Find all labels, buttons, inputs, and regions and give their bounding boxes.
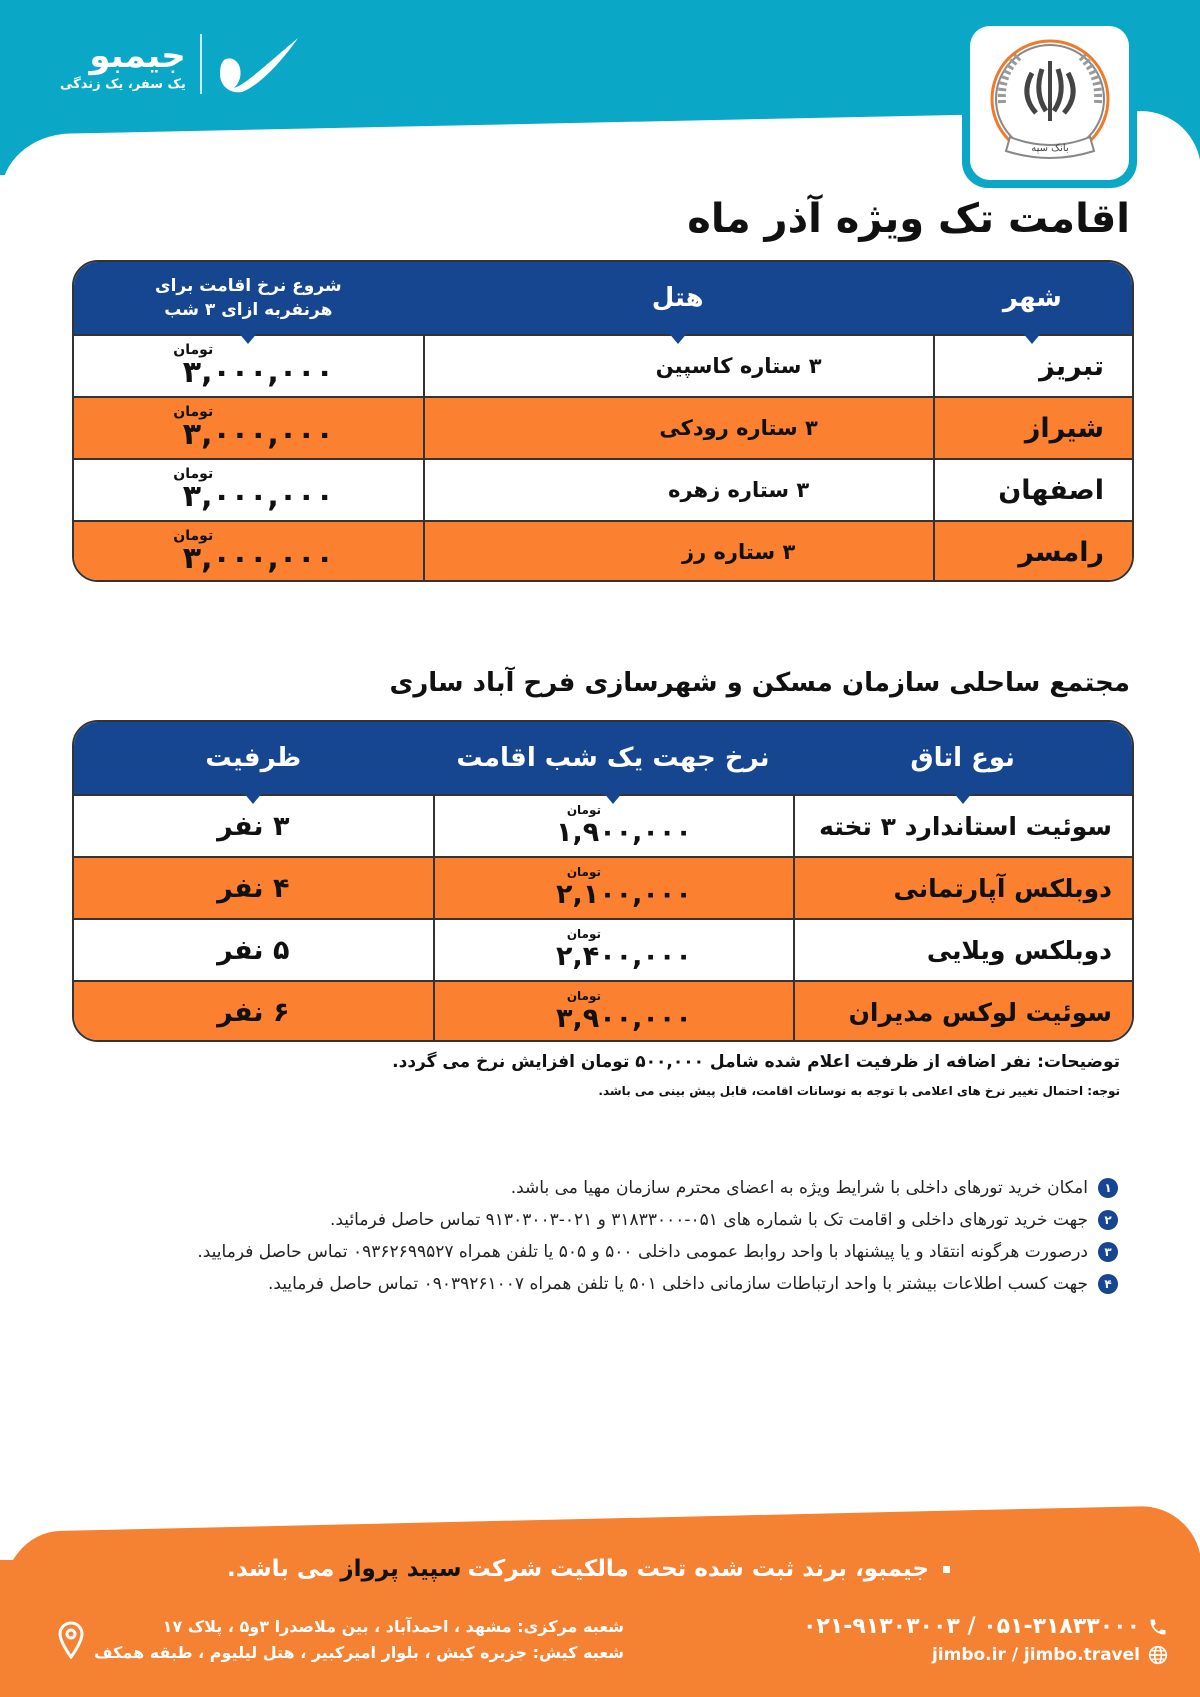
table-header bbox=[74, 262, 1132, 334]
hotel-cell: ۳ ستاره زهره bbox=[423, 460, 933, 520]
phone-numbers[interactable]: ۰۲۱-۹۱۳۰۳۰۰۳ / ۰۵۱-۳۱۸۳۳۰۰۰ bbox=[802, 1614, 1140, 1639]
room-cell: سوئیت لوکس مدیران bbox=[793, 982, 1132, 1042]
header-capacity-label: ظرفیت bbox=[205, 743, 302, 773]
price-cell bbox=[433, 858, 794, 918]
room-rates-table bbox=[72, 720, 1134, 1042]
price-unit: تومان bbox=[566, 865, 602, 879]
header-city bbox=[933, 262, 1132, 334]
globe-icon bbox=[1148, 1645, 1168, 1665]
brand-logo[interactable] bbox=[60, 34, 306, 94]
header-hotel-label: هتل bbox=[651, 283, 704, 313]
list-item-text: جهت خرید تورهای داخلی و اقامت تک با شماره های ۰۵۱-۳۱۸۳۳۰۰۰ و ۰۲۱-۹۱۳۰۳۰۰۳ تماس حاصل فرمائید. bbox=[329, 1210, 1088, 1230]
capacity-cell: ۶ نفر bbox=[217, 996, 290, 1028]
table-row bbox=[74, 856, 1132, 918]
jimbo-check-icon bbox=[216, 34, 306, 94]
price-unit: تومان bbox=[173, 528, 214, 544]
list-item bbox=[68, 1172, 1118, 1204]
price-unit: تومان bbox=[173, 466, 214, 482]
location-pin-icon bbox=[58, 1621, 84, 1659]
price-unit: تومان bbox=[566, 989, 602, 1003]
city-cell: اصفهان bbox=[933, 460, 1132, 520]
header-city-label: شهر bbox=[1002, 283, 1062, 313]
bank-logo-caption: بانک سپه bbox=[1030, 143, 1069, 154]
table-header bbox=[74, 722, 1132, 794]
price-cell bbox=[433, 920, 794, 980]
price-unit: تومان bbox=[173, 404, 214, 420]
table-row bbox=[74, 980, 1132, 1042]
price-value: ۳,۰۰۰,۰۰۰ bbox=[182, 355, 334, 390]
table-row bbox=[74, 334, 1132, 396]
address-kish: شعبه کیش: جزیره کیش ، بلوار امیرکبیر ، هتل لیلیوم ، طبقه همکف bbox=[94, 1643, 624, 1662]
price-value: ۳,۰۰۰,۰۰۰ bbox=[182, 479, 334, 514]
price-cell bbox=[74, 336, 423, 396]
brand-name: جیمبو bbox=[89, 35, 186, 76]
price-value: ۱,۹۰۰,۰۰۰ bbox=[555, 817, 692, 848]
bank-logo-inner bbox=[970, 26, 1129, 180]
info-list bbox=[68, 1172, 1118, 1300]
ownership-prefix: جیمبو، برند ثبت شده تحت مالکیت شرکت bbox=[467, 1556, 929, 1582]
phone-icon bbox=[1148, 1617, 1168, 1637]
city-cell: شیراز bbox=[933, 398, 1132, 458]
capacity-cell: ۴ نفر bbox=[217, 872, 290, 904]
price-cell bbox=[74, 522, 423, 582]
hotel-rates-table bbox=[72, 260, 1134, 582]
page-title: اقامت تک ویژه آذر ماه bbox=[687, 196, 1130, 242]
header-hotel bbox=[423, 262, 933, 334]
header-pointer bbox=[953, 792, 973, 804]
price-cell bbox=[433, 796, 794, 856]
footer-address bbox=[58, 1614, 624, 1666]
header-pointer bbox=[668, 332, 688, 344]
bullet-number-icon: ۴ bbox=[1098, 1274, 1118, 1294]
table-row bbox=[74, 458, 1132, 520]
table-row bbox=[74, 396, 1132, 458]
ownership-statement bbox=[227, 1556, 950, 1582]
city-cell: رامسر bbox=[933, 522, 1132, 582]
brand-tagline: یک سفر، یک زندگی bbox=[60, 76, 186, 92]
brand-divider bbox=[200, 34, 202, 94]
bank-sepah-logo bbox=[962, 18, 1137, 188]
address-lines bbox=[94, 1614, 624, 1666]
bullet-number-icon: ۱ bbox=[1098, 1178, 1118, 1198]
website-line[interactable] bbox=[803, 1645, 1168, 1665]
price-cell bbox=[74, 398, 423, 458]
header-room-label: نوع اتاق bbox=[910, 743, 1015, 773]
header-capacity bbox=[74, 722, 433, 794]
price-value: ۲,۱۰۰,۰۰۰ bbox=[555, 879, 692, 910]
phone-line[interactable] bbox=[803, 1614, 1168, 1639]
header-pointer bbox=[603, 792, 623, 804]
price-unit: تومان bbox=[173, 342, 214, 358]
price-cell bbox=[433, 982, 794, 1042]
price-value: ۳,۹۰۰,۰۰۰ bbox=[555, 1003, 692, 1034]
table-row bbox=[74, 918, 1132, 980]
header-pointer bbox=[1022, 332, 1042, 344]
hotel-cell: ۳ ستاره رودکی bbox=[423, 398, 933, 458]
room-cell: دوبلکس ویلایی bbox=[793, 920, 1132, 980]
rate-change-note: توجه: احتمال تغییر نرخ های اعلامی با توجه به نوسانات اقامت، قابل پیش بینی می باشد. bbox=[598, 1084, 1120, 1098]
header-price bbox=[74, 262, 423, 334]
footer-contact bbox=[803, 1614, 1168, 1665]
hotel-cell: ۳ ستاره رز bbox=[423, 522, 933, 582]
brand-text bbox=[60, 37, 186, 92]
header-night-price bbox=[433, 722, 794, 794]
room-cell: دوبلکس آپارتمانی bbox=[793, 858, 1132, 918]
bank-emblem-icon bbox=[980, 33, 1120, 173]
list-item bbox=[68, 1268, 1118, 1300]
capacity-cell: ۳ نفر bbox=[217, 810, 290, 842]
header-pointer bbox=[238, 332, 258, 344]
capacity-cell: ۵ نفر bbox=[217, 934, 290, 966]
bullet-number-icon: ۳ bbox=[1098, 1242, 1118, 1262]
website-links[interactable]: jimbo.ir / jimbo.travel bbox=[931, 1645, 1140, 1665]
complex-title: مجتمع ساحلی سازمان مسکن و شهرسازی فرح آباد ساری bbox=[389, 668, 1130, 698]
header-price-label: شروع نرخ اقامت برای هرنفربه ازای ۳ شب bbox=[154, 276, 342, 320]
price-value: ۳,۰۰۰,۰۰۰ bbox=[182, 541, 334, 576]
table-row bbox=[74, 520, 1132, 582]
list-item bbox=[68, 1236, 1118, 1268]
price-unit: تومان bbox=[566, 927, 602, 941]
address-central: شعبه مرکزی: مشهد ، احمدآباد ، بین ملاصدرا ۳و۵ ، پلاک ۱۷ bbox=[162, 1617, 624, 1636]
list-item-text: درصورت هرگونه انتقاد و یا پیشنهاد با واحد روابط عمومی داخلی ۵۰۰ و ۵۰۵ یا تلفن همراه ۰۹۳۶۲۶۹۹۵۲۷ تماس حاصل فرمایید. bbox=[197, 1242, 1088, 1262]
list-item-text: امکان خرید تورهای داخلی با شرایط ویژه به اعضای محترم سازمان مهیا می باشد. bbox=[510, 1178, 1088, 1198]
hotel-cell: ۳ ستاره کاسپین bbox=[423, 336, 933, 396]
square-bullet-icon bbox=[943, 1566, 950, 1573]
room-cell: سوئیت استاندارد ۳ تخته bbox=[793, 796, 1132, 856]
price-unit: تومان bbox=[566, 803, 602, 817]
extra-person-note: توضیحات: نفر اضافه از ظرفیت اعلام شده شامل ۵۰۰,۰۰۰ تومان افزایش نرخ می گردد. bbox=[392, 1052, 1120, 1072]
price-cell bbox=[74, 460, 423, 520]
price-value: ۲,۴۰۰,۰۰۰ bbox=[555, 941, 692, 972]
bullet-number-icon: ۲ bbox=[1098, 1210, 1118, 1230]
header-price-label: نرخ جهت یک شب اقامت bbox=[456, 743, 770, 773]
price-value: ۳,۰۰۰,۰۰۰ bbox=[182, 417, 334, 452]
list-item-text: جهت کسب اطلاعات بیشتر با واحد ارتباطات سازمانی داخلی ۵۰۱ یا تلفن همراه ۰۹۰۳۹۲۶۱۰۰۷ تماس حاصل فرمایید. bbox=[267, 1274, 1088, 1294]
list-item bbox=[68, 1204, 1118, 1236]
ownership-suffix: می باشد. bbox=[226, 1556, 335, 1582]
ownership-company: سپید پرواز bbox=[340, 1556, 462, 1582]
header-pointer bbox=[243, 792, 263, 804]
header-room-type bbox=[793, 722, 1132, 794]
city-cell: تبریز bbox=[933, 336, 1132, 396]
